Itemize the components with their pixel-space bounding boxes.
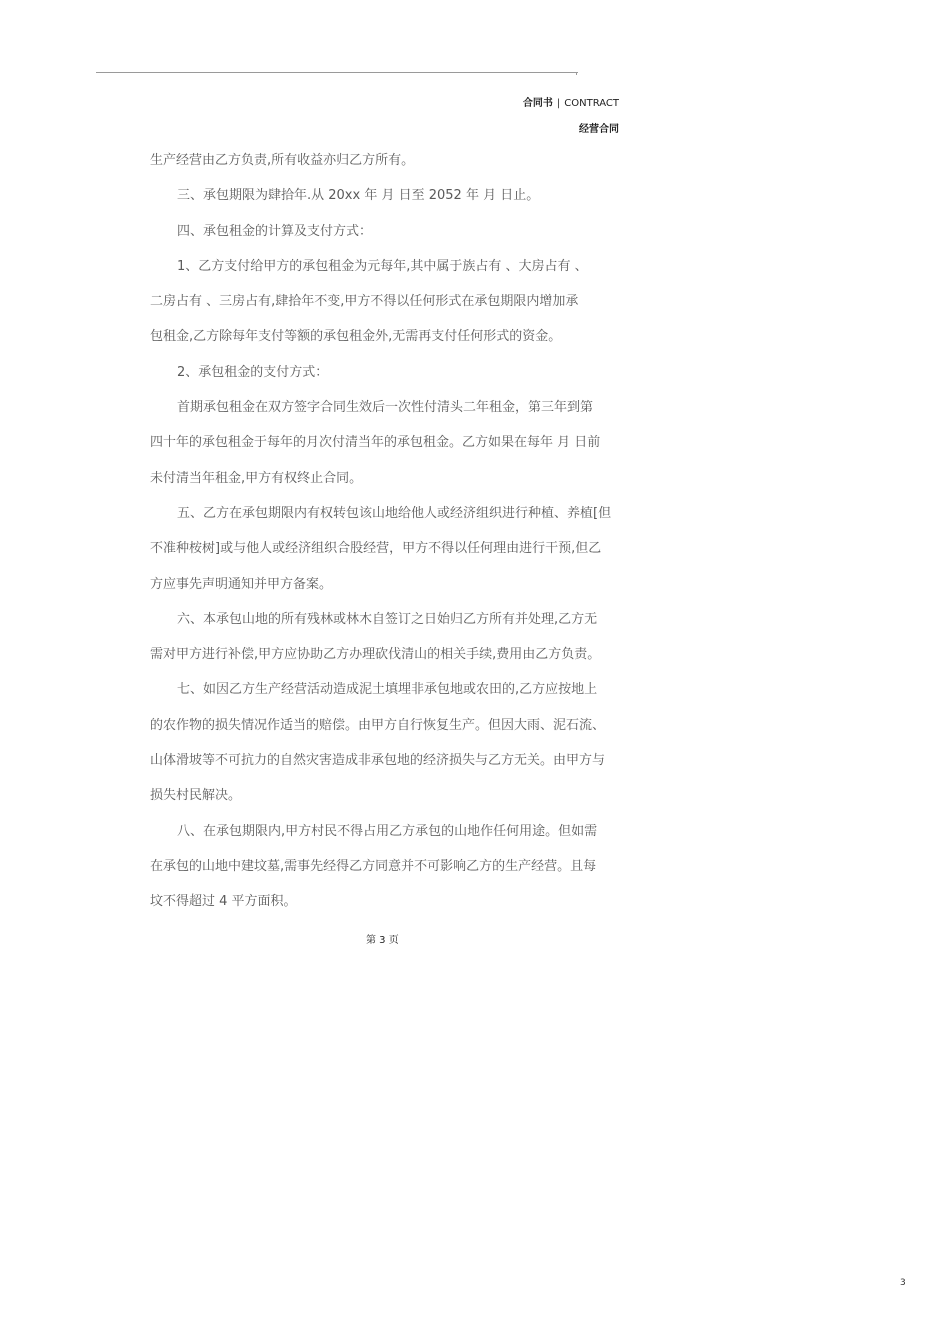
header-separator: | <box>556 98 561 109</box>
body-line: 五、乙方在承包期限内有权转包该山地给他人或经济组织进行种植、养植[但 <box>177 505 612 521</box>
body-line: 四、承包租金的计算及支付方式： <box>177 223 373 239</box>
header-rule-tick <box>576 72 577 75</box>
body-line: 未付清当年租金,甲方有权终止合同。 <box>150 470 363 486</box>
body-line: 七、如因乙方生产经营活动造成泥土填埋非承包地或农田的,乙方应按地上 <box>177 682 598 698</box>
body-line: 四十年的承包租金于每年的月次付清当年的承包租金。乙方如果在每年 月 日前 <box>150 435 601 451</box>
contract-body <box>150 150 640 927</box>
body-line: 损失村民解决。 <box>150 788 242 804</box>
header-title-line <box>523 94 619 109</box>
body-line: 六、本承包山地的所有残林或林木自签订之日始归乙方所有并处理,乙方无 <box>177 611 598 627</box>
body-line: 1、乙方支付给甲方的承包租金为元每年,其中属于族占有 、大房占有 、 <box>177 258 588 274</box>
body-line: 二房占有 、三房占有,肆拾年不变,甲方不得以任何形式在承包期限内增加承 <box>150 294 579 310</box>
body-line: 首期承包租金在双方签字合同生效后一次性付清头二年租金，第三年到第 <box>177 400 594 416</box>
body-line: 坟不得超过 4 平方面积。 <box>150 894 297 910</box>
body-line: 八、在承包期限内,甲方村民不得占用乙方承包的山地作任何用途。但如需 <box>177 823 598 839</box>
body-line: 生产经营由乙方负责,所有收益亦归乙方所有。 <box>150 153 415 168</box>
body-line: 的农作物的损失情况作适当的赔偿。由甲方自行恢复生产。但因大雨、泥石流、 <box>150 717 606 733</box>
body-line: 需对甲方进行补偿,甲方应协助乙方办理砍伐清山的相关手续,费用由乙方负责。 <box>150 647 601 663</box>
body-line: 包租金,乙方除每年支付等额的承包租金外,无需再支付任何形式的资金。 <box>150 329 562 345</box>
body-line: 山体滑坡等不可抗力的自然灾害造成非承包地的经济损失与乙方无关。由甲方与 <box>150 753 606 769</box>
body-line: 三、承包期限为肆拾年.从 20xx 年 月 日至 2052 年 月 日止。 <box>177 188 540 204</box>
header-category: 经营合同 <box>579 124 619 135</box>
body-line: 不准种桉树]或与他人或经济组织合股经营，甲方不得以任何理由进行干预,但乙 <box>150 541 602 557</box>
body-line: 方应事先声明通知并甲方备案。 <box>150 576 333 592</box>
header-rule <box>96 72 578 73</box>
header-subtitle: CONTRACT <box>564 98 619 109</box>
page-label: 第 3 页 <box>366 935 399 946</box>
header-title: 合同书 <box>522 98 553 109</box>
body-line: 2、承包租金的支付方式： <box>177 364 329 380</box>
page-number: 3 <box>900 1278 906 1288</box>
body-line: 在承包的山地中建坟墓,需事先经得乙方同意并不可影响乙方的生产经营。且每 <box>150 858 597 874</box>
